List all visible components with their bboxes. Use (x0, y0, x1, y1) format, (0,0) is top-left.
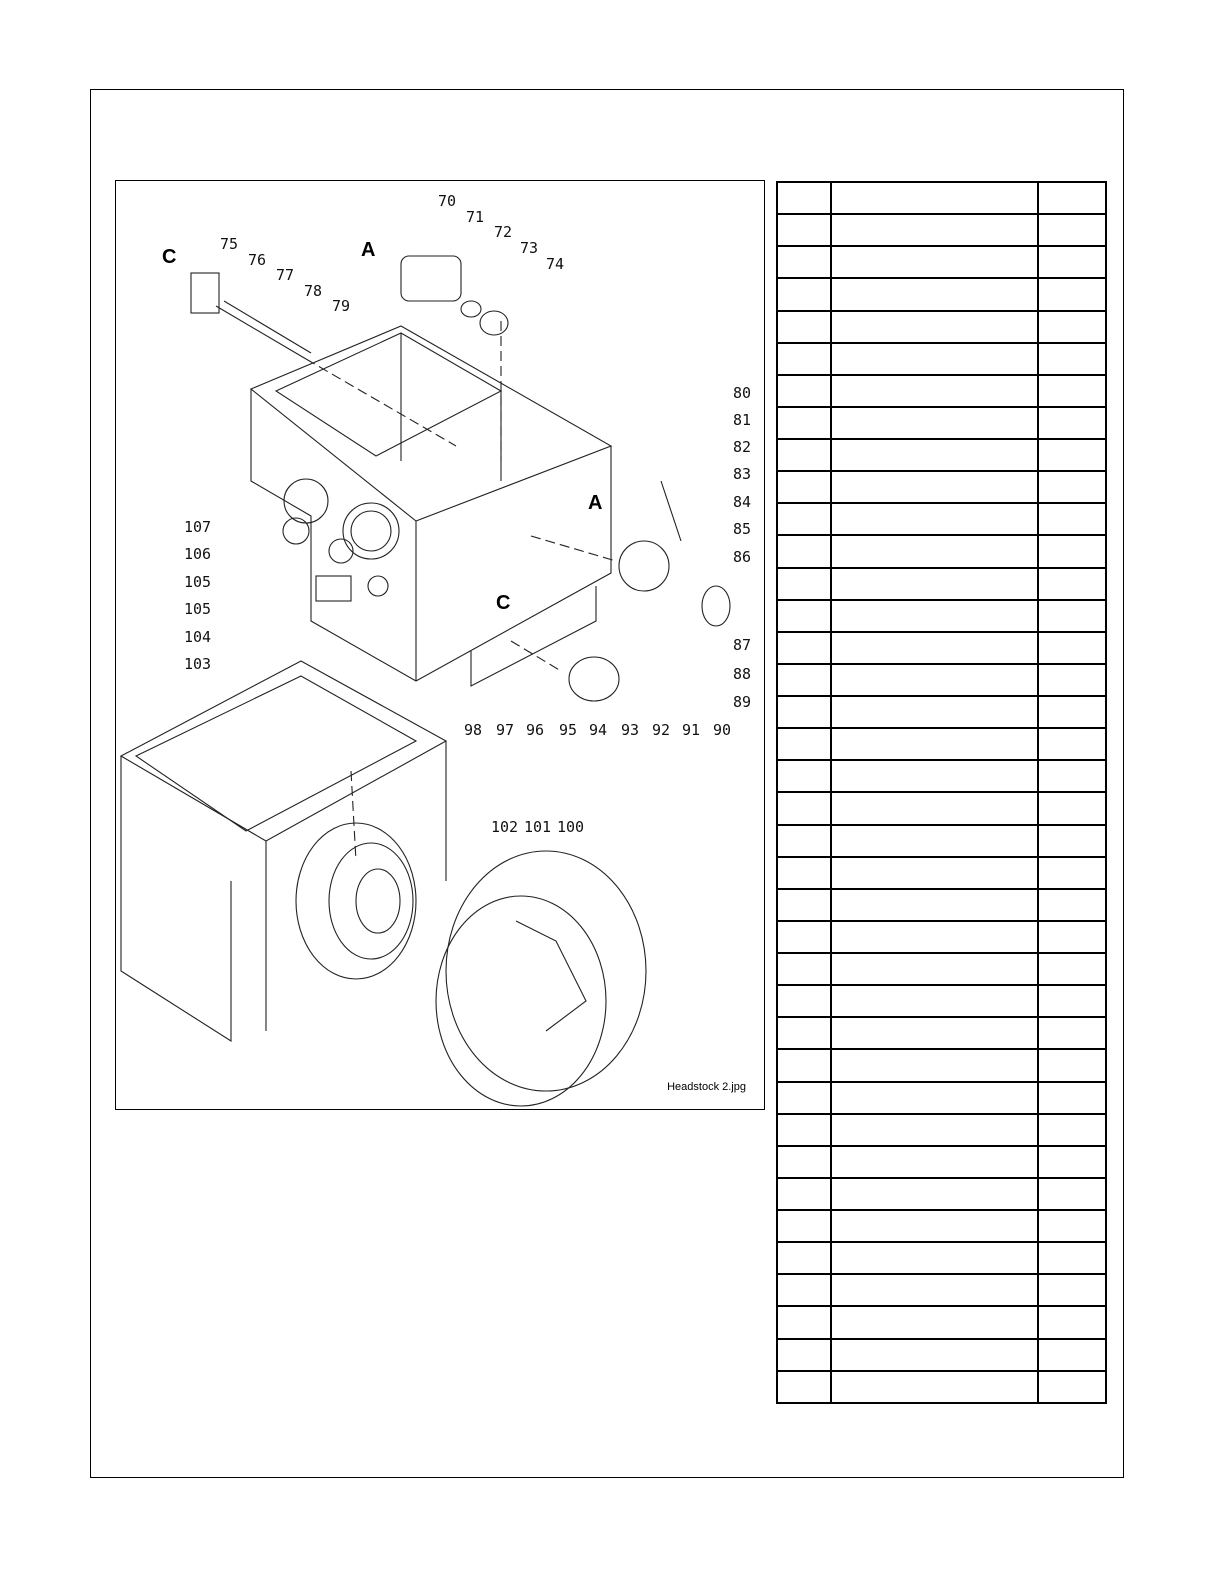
table-cell (831, 889, 1038, 921)
table-cell (777, 246, 831, 278)
part-label: 78 (304, 282, 323, 300)
table-row (777, 792, 1106, 824)
table-cell (777, 182, 831, 214)
table-cell (831, 375, 1038, 407)
table-cell (1038, 632, 1106, 664)
table-cell (777, 889, 831, 921)
table-cell (1038, 535, 1106, 567)
table-cell (831, 214, 1038, 246)
table-row (777, 214, 1106, 246)
table-cell (1038, 1274, 1106, 1306)
table-cell (831, 278, 1038, 310)
table-row (777, 1178, 1106, 1210)
table-cell (777, 857, 831, 889)
table-cell (831, 760, 1038, 792)
table-cell (1038, 921, 1106, 953)
table-cell (831, 1210, 1038, 1242)
table-cell (831, 439, 1038, 471)
part-label: 83 (733, 465, 752, 483)
table-cell (831, 632, 1038, 664)
table-cell (1038, 1017, 1106, 1049)
part-label: 81 (733, 411, 752, 429)
part-label: 74 (546, 255, 565, 273)
table-row (777, 535, 1106, 567)
table-cell (831, 1242, 1038, 1274)
table-cell (777, 471, 831, 503)
parts-list-table (776, 181, 1107, 1404)
table-cell (1038, 214, 1106, 246)
table-cell (831, 600, 1038, 632)
table-row (777, 985, 1106, 1017)
table-cell (831, 407, 1038, 439)
table-cell (1038, 246, 1106, 278)
table-cell (831, 1306, 1038, 1338)
table-cell (1038, 1082, 1106, 1114)
view-letter: C (496, 592, 511, 614)
table-cell (1038, 760, 1106, 792)
table-cell (831, 825, 1038, 857)
table-cell (1038, 1210, 1106, 1242)
chuck-face (446, 851, 646, 1091)
table-cell (777, 1339, 831, 1371)
table-row (777, 1339, 1106, 1371)
table-cell (1038, 343, 1106, 375)
table-cell (777, 632, 831, 664)
table-cell (1038, 728, 1106, 760)
table-cell (831, 535, 1038, 567)
headstock-drawing (116, 181, 765, 1110)
table-cell (777, 407, 831, 439)
table-cell (1038, 311, 1106, 343)
table-cell (1038, 439, 1106, 471)
table-row (777, 1146, 1106, 1178)
table-cell (831, 1371, 1038, 1403)
table-cell (777, 311, 831, 343)
part-label: 106 (184, 545, 212, 563)
part-label: 105 (184, 573, 212, 591)
part-label: 76 (248, 251, 267, 269)
table-cell (777, 921, 831, 953)
table-row (777, 664, 1106, 696)
table-row (777, 760, 1106, 792)
table-row (777, 632, 1106, 664)
part-label: 93 (621, 721, 640, 739)
part-label: 79 (332, 297, 351, 315)
table-cell (1038, 1146, 1106, 1178)
part-label: 84 (733, 493, 752, 511)
table-cell (1038, 182, 1106, 214)
table-row (777, 825, 1106, 857)
table-row (777, 246, 1106, 278)
table-cell (1038, 600, 1106, 632)
part-label: 82 (733, 438, 752, 456)
table-row (777, 1210, 1106, 1242)
table-cell (1038, 1242, 1106, 1274)
table-cell (1038, 503, 1106, 535)
part-label: 107 (184, 518, 212, 536)
part-label: 91 (682, 721, 701, 739)
table-cell (1038, 696, 1106, 728)
table-cell (1038, 1178, 1106, 1210)
part-label: 97 (496, 721, 515, 739)
table-cell (777, 1082, 831, 1114)
table-cell (831, 728, 1038, 760)
part-label: 72 (494, 223, 513, 241)
table-row (777, 1082, 1106, 1114)
table-cell (831, 1114, 1038, 1146)
table-cell (777, 1210, 831, 1242)
table-cell (831, 792, 1038, 824)
table-cell (1038, 278, 1106, 310)
part-label: 92 (652, 721, 671, 739)
table-cell (1038, 1049, 1106, 1081)
table-cell (777, 503, 831, 535)
table-row (777, 728, 1106, 760)
table-cell (777, 825, 831, 857)
table-cell (777, 439, 831, 471)
table-cell (1038, 407, 1106, 439)
table-row (777, 921, 1106, 953)
table-cell (777, 1371, 831, 1403)
table-cell (1038, 857, 1106, 889)
table-row (777, 503, 1106, 535)
table-row (777, 1114, 1106, 1146)
table-cell (777, 1017, 831, 1049)
table-cell (777, 568, 831, 600)
part-label: 70 (438, 192, 457, 210)
table-cell (831, 1049, 1038, 1081)
table-row (777, 1371, 1106, 1403)
table-cell (831, 246, 1038, 278)
table-row (777, 1274, 1106, 1306)
table-cell (831, 343, 1038, 375)
part-label: 87 (733, 636, 752, 654)
table-cell (777, 375, 831, 407)
table-cell (831, 1339, 1038, 1371)
view-letter: A (588, 492, 603, 514)
part-label: 102 (491, 818, 519, 836)
table-cell (777, 985, 831, 1017)
table-cell (777, 664, 831, 696)
view-letter: A (361, 239, 376, 261)
part-label: 94 (589, 721, 608, 739)
table-row (777, 471, 1106, 503)
part-label: 88 (733, 665, 752, 683)
table-cell (831, 1082, 1038, 1114)
table-cell (831, 985, 1038, 1017)
table-cell (777, 1242, 831, 1274)
diagram-caption: Headstock 2.jpg (667, 1081, 746, 1093)
table-cell (1038, 792, 1106, 824)
table-cell (1038, 1339, 1106, 1371)
table-row (777, 953, 1106, 985)
table-cell (1038, 825, 1106, 857)
table-row (777, 857, 1106, 889)
table-cell (777, 535, 831, 567)
table-row (777, 343, 1106, 375)
table-cell (1038, 471, 1106, 503)
table-cell (1038, 1114, 1106, 1146)
table-cell (831, 857, 1038, 889)
table-cell (831, 1178, 1038, 1210)
table-cell (777, 1146, 831, 1178)
table-cell (831, 953, 1038, 985)
table-row (777, 568, 1106, 600)
part-label: 73 (520, 239, 539, 257)
part-label: 90 (713, 721, 732, 739)
table-cell (777, 760, 831, 792)
table-row (777, 439, 1106, 471)
table-cell (777, 792, 831, 824)
part-label: 96 (526, 721, 545, 739)
part-label: 75 (220, 235, 239, 253)
table-cell (831, 1274, 1038, 1306)
table-row (777, 278, 1106, 310)
table-cell (777, 1114, 831, 1146)
table-cell (777, 278, 831, 310)
table-cell (1038, 953, 1106, 985)
table-row (777, 375, 1106, 407)
part-label: 100 (557, 818, 585, 836)
table-cell (777, 600, 831, 632)
table-cell (831, 1017, 1038, 1049)
table-cell (831, 311, 1038, 343)
table-cell (831, 471, 1038, 503)
part-label: 80 (733, 384, 752, 402)
table-cell (1038, 664, 1106, 696)
table-cell (777, 953, 831, 985)
part-label: 104 (184, 628, 212, 646)
table-row (777, 1049, 1106, 1081)
part-label: 71 (466, 208, 485, 226)
view-letter: C (162, 246, 177, 268)
table-cell (831, 921, 1038, 953)
table-cell (777, 1274, 831, 1306)
table-cell (777, 1049, 831, 1081)
table-cell (831, 503, 1038, 535)
table-cell (831, 182, 1038, 214)
table-cell (777, 343, 831, 375)
table-cell (777, 728, 831, 760)
table-cell (831, 1146, 1038, 1178)
table-cell (1038, 1371, 1106, 1403)
table-row (777, 1242, 1106, 1274)
part-label: 89 (733, 693, 752, 711)
part-label: 101 (524, 818, 552, 836)
table-cell (1038, 889, 1106, 921)
part-label: 85 (733, 520, 752, 538)
table-cell (777, 1306, 831, 1338)
table-row (777, 1306, 1106, 1338)
table-row (777, 311, 1106, 343)
table-row (777, 889, 1106, 921)
table-cell (1038, 1306, 1106, 1338)
table-cell (1038, 375, 1106, 407)
headstock-casting (251, 326, 611, 521)
table-row (777, 600, 1106, 632)
table-cell (777, 696, 831, 728)
part-label: 77 (276, 266, 295, 284)
part-label: 98 (464, 721, 483, 739)
table-cell (831, 664, 1038, 696)
table-cell (777, 1178, 831, 1210)
table-row (777, 1017, 1106, 1049)
table-cell (831, 568, 1038, 600)
exploded-diagram (115, 180, 765, 1110)
part-label: 103 (184, 655, 212, 673)
part-label: 95 (559, 721, 578, 739)
table-cell (777, 214, 831, 246)
table-row (777, 407, 1106, 439)
table-cell (1038, 568, 1106, 600)
table-cell (1038, 985, 1106, 1017)
table-row (777, 696, 1106, 728)
part-label: 86 (733, 548, 752, 566)
table-cell (831, 696, 1038, 728)
table-row (777, 182, 1106, 214)
part-label: 105 (184, 600, 212, 618)
